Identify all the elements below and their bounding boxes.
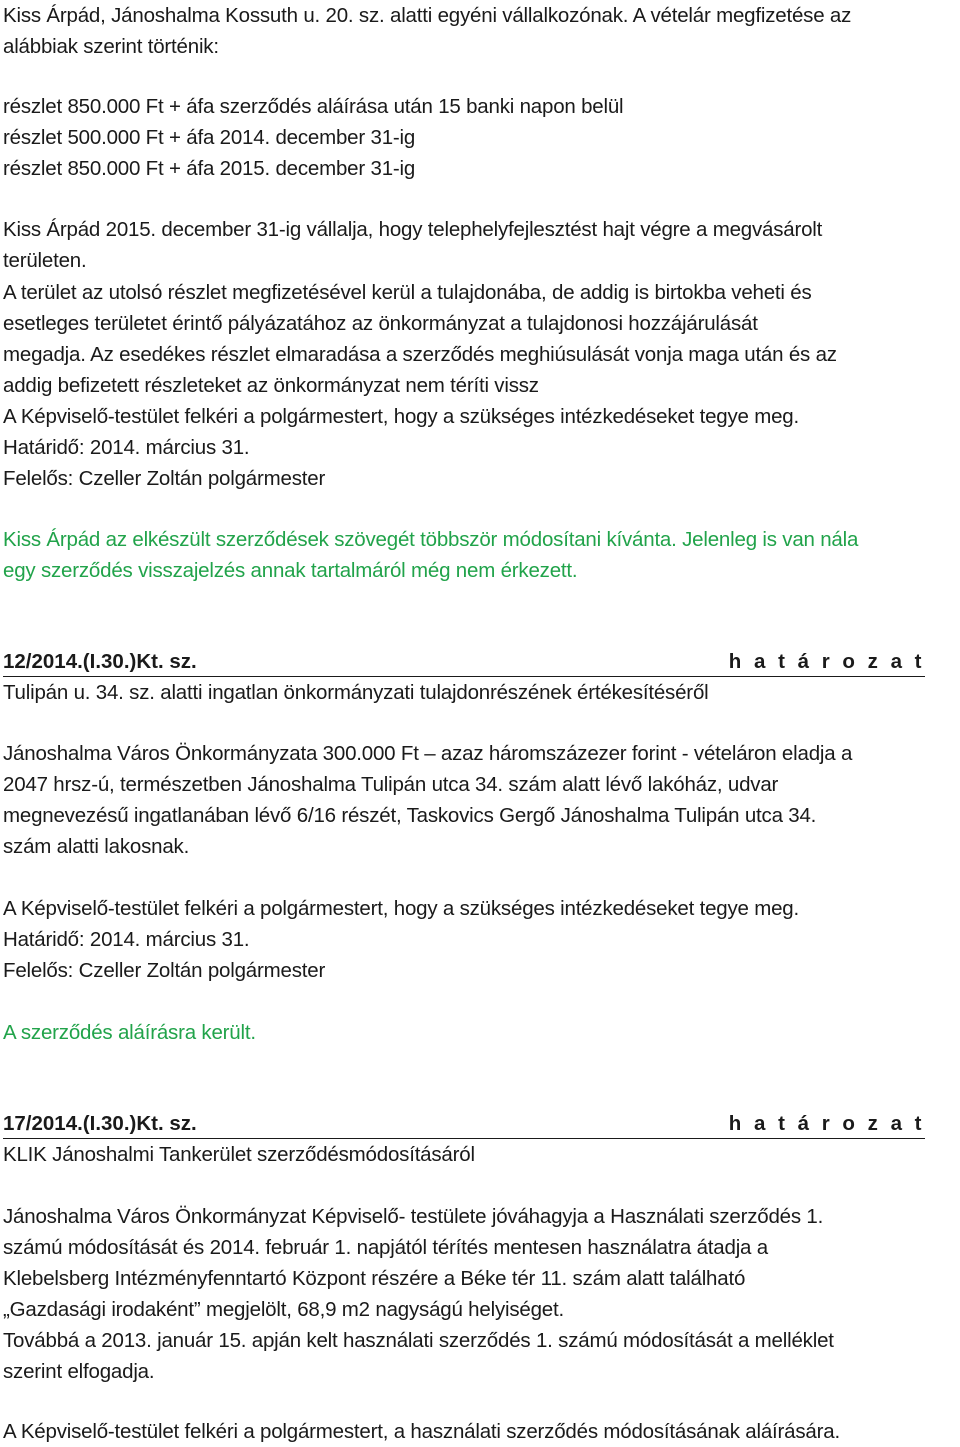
- status-note: egy szerződés visszajelzés annak tartalmáról még nem érkezett.: [3, 559, 578, 582]
- text-line: Kiss Árpád, Jánoshalma Kossuth u. 20. sz. alatti egyéni vállalkozónak. A vételár megfizetése az: [3, 4, 852, 27]
- text-line: Klebelsberg Intézményfenntartó Központ részére a Béke tér 11. szám alatt található: [3, 1267, 746, 1290]
- text-line: „Gazdasági irodaként” megjelölt, 68,9 m2 nagyságú helyiséget.: [3, 1298, 564, 1321]
- text-line: Kiss Árpád 2015. december 31-ig vállalja, hogy telephelyfejlesztést hajt végre a megvásárolt: [3, 218, 823, 241]
- text-line: alábbiak szerint történik:: [3, 35, 219, 58]
- text-line: megnevezésű ingatlanában lévő 6/16 részét, Taskovics Gergő Jánoshalma Tulipán utca 34.: [3, 804, 817, 827]
- text-line: területen.: [3, 249, 87, 272]
- text-line: megadja. Az esedékes részlet elmaradása a szerződés meghiúsulását vonja maga után és az: [3, 343, 837, 366]
- text-line: esetleges területet érintő pályázatához az önkormányzat a tulajdonosi hozzájárulását: [3, 312, 758, 335]
- text-line: 2047 hrsz-ú, természetben Jánoshalma Tulipán utca 34. szám alatt lévő lakóház, udvar: [3, 773, 779, 796]
- instruction-line: A Képviselő-testület felkéri a polgármestert, a használati szerződés módosításának aláírására.: [3, 1420, 840, 1443]
- text-line: Jánoshalma Város Önkormányzat Képviselő- testülete jóváhagyja a Használati szerződés 1.: [3, 1205, 824, 1228]
- installment-line: részlet 500.000 Ft + áfa 2014. december 31-ig: [3, 126, 416, 149]
- instruction-line: A Képviselő-testület felkéri a polgármestert, hogy a szükséges intézkedéseket tegye meg.: [3, 405, 800, 428]
- resolution-id: 17/2014.(I.30.)Kt. sz.: [3, 1112, 197, 1135]
- text-line: Továbbá a 2013. január 15. apján kelt használati szerződés 1. számú módosítását a melléklet: [3, 1329, 834, 1352]
- text-line: Jánoshalma Város Önkormányzata 300.000 Ft – azaz háromszázezer forint - vételáron eladja a: [3, 742, 853, 765]
- status-note: A szerződés aláírásra került.: [3, 1021, 256, 1044]
- resolution-header: [3, 647, 925, 677]
- text-line: szerint elfogadja.: [3, 1360, 155, 1383]
- instruction-line: A Képviselő-testület felkéri a polgármestert, hogy a szükséges intézkedéseket tegye meg.: [3, 897, 800, 920]
- resolution-id: 12/2014.(I.30.)Kt. sz.: [3, 650, 197, 673]
- deadline-line: Határidő: 2014. március 31.: [3, 928, 250, 951]
- text-line: számú módosítását és 2014. február 1. napjától térítés mentesen használatra átadja a: [3, 1236, 768, 1259]
- installment-line: részlet 850.000 Ft + áfa szerződés aláírása után 15 banki napon belül: [3, 95, 624, 118]
- responsible-line: Felelős: Czeller Zoltán polgármester: [3, 959, 326, 982]
- deadline-line: Határidő: 2014. március 31.: [3, 436, 250, 459]
- installment-line: részlet 850.000 Ft + áfa 2015. december 31-ig: [3, 157, 416, 180]
- responsible-line: Felelős: Czeller Zoltán polgármester: [3, 467, 326, 490]
- status-note: Kiss Árpád az elkészült szerződések szövegét többször módosítani kívánta. Jelenleg is van nála: [3, 528, 859, 551]
- text-line: szám alatti lakosnak.: [3, 835, 190, 858]
- resolution-label: h a t á r o z a t: [728, 1112, 925, 1135]
- resolution-label: h a t á r o z a t: [728, 650, 925, 673]
- text-line: addig befizetett részleteket az önkormányzat nem téríti vissz: [3, 374, 539, 397]
- resolution-header: [3, 1109, 925, 1139]
- resolution-title: KLIK Jánoshalmi Tankerület szerződésmódosításáról: [3, 1143, 475, 1166]
- resolution-title: Tulipán u. 34. sz. alatti ingatlan önkormányzati tulajdonrészének értékesítéséről: [3, 681, 709, 704]
- text-line: A terület az utolsó részlet megfizetésével kerül a tulajdonába, de addig is birtokba veheti és: [3, 281, 812, 304]
